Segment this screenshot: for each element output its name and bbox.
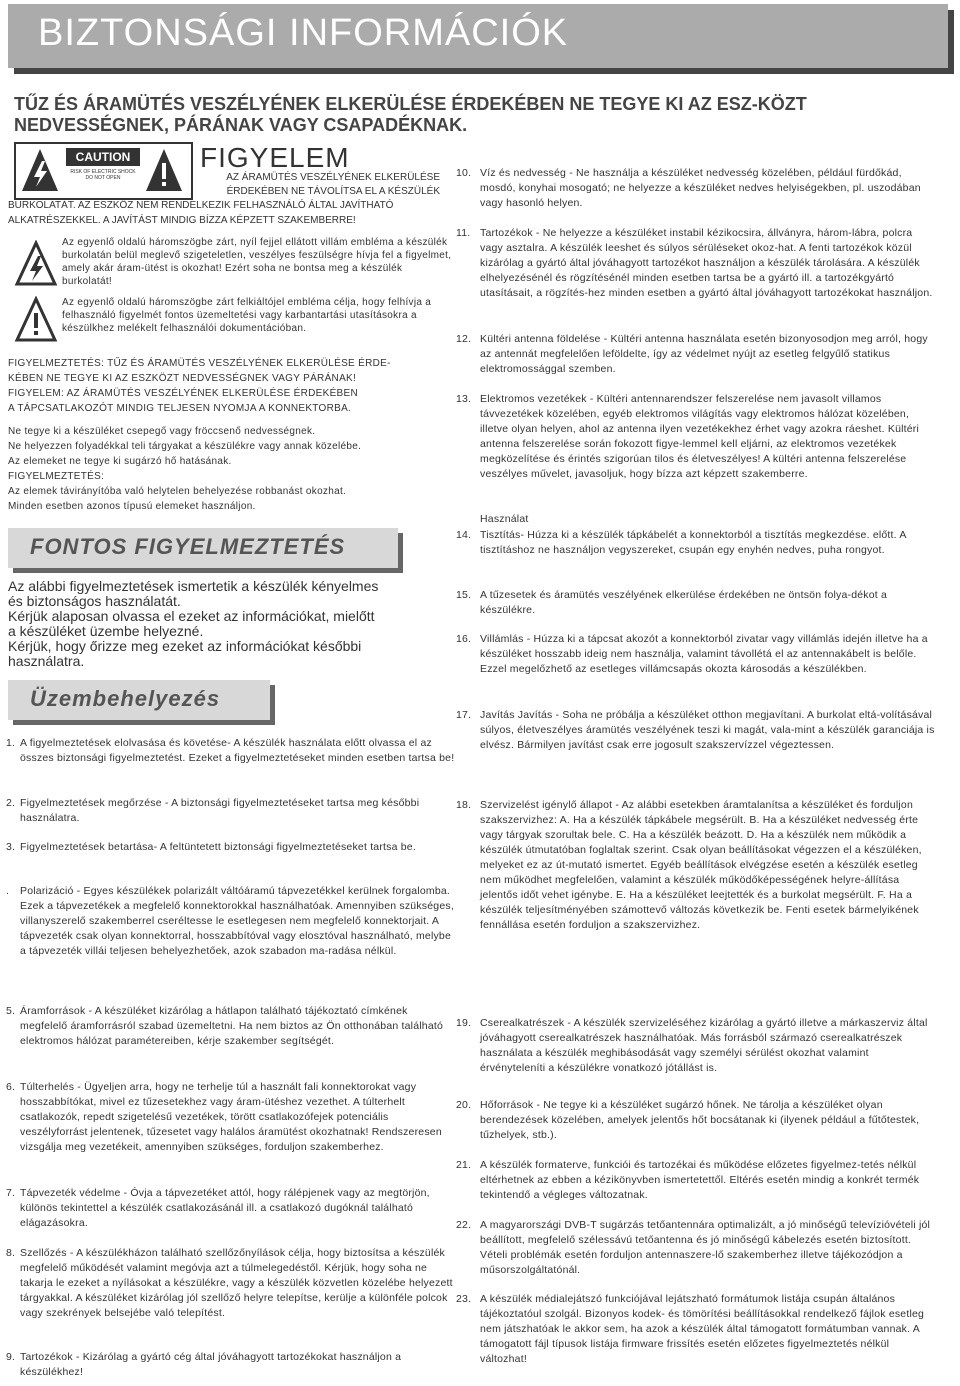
- setup-title: Üzembehelyezés: [30, 686, 221, 711]
- important-line: a készüléket üzembe helyezné.: [8, 623, 204, 639]
- note-line: Minden esetben azonos típusú elemeket használjon.: [8, 501, 256, 512]
- important-line: és biztonságos használatát.: [8, 593, 181, 609]
- title-banner: [8, 4, 948, 68]
- note-line: Ne helyezzen folyadékkal teli tárgyakat a készülékre vagy annak közelébe.: [8, 441, 362, 452]
- note-line: Ne tegye ki a készüléket csepegő vagy fröccsenő nedvességnek.: [8, 426, 316, 437]
- figyelem-body: BURKOLATÁT. AZ ESZKÖZ NEM RENDELKEZIK FELHASZNÁLÓ ÁLTAL JAVÍTHATÓ ALKATRÉSZEKKEL. A JAVÍTÁST MINDIG BÍZZA KÉPZETT SZAKEMBERRE!: [8, 200, 394, 226]
- caution-label: [14, 142, 193, 200]
- figyelem-subtitle: AZ ÁRAMÜTÉS VESZÉLYÉNEK ELKERÜLÉSE ÉRDEKÉBEN NE TÁVOLÍTSA EL A KÉSZÜLÉK: [226, 172, 440, 197]
- warning-line: FIGYELEM: AZ ÁRAMÜTÉS VESZÉLYÉNEK ELKERÜLÉSE ÉRDEKÉBEN: [8, 388, 359, 399]
- lightning-triangle-icon: [14, 240, 58, 288]
- exclamation-symbol-text: Az egyenlő oldalú háromszögbe zárt felkiáltójel embléma célja, hogy felhívja a felhasználó figyelmét fontos üzemeltetési vagy karbantartási utasításokra a készülkhez melékelt felhasználói dokumentációban.: [62, 297, 432, 334]
- lightning-symbol-text: Az egyenlő oldalú háromszögbe zárt, nyíl fejjel ellátott villám embléma a készülék burkolatán belül meglevő szigeteletlen, veszélyes feszülségre hívja fel a figyelmet, amely akár áram-ütést is okozhat! Ezért soha ne bontsa meg a készülék burkolatát!: [62, 237, 452, 287]
- important-text: [8, 579, 448, 669]
- important-line: használatra.: [8, 653, 85, 669]
- warning-line: FIGYELMEZTETÉS: TŰZ ÉS ÁRAMÜTÉS VESZÉLYÉNEK ELKERÜLÉSE ÉRDE-: [8, 358, 391, 369]
- important-line: Kérjük, hogy őrizze meg ezeket az információkat későbbi: [8, 638, 362, 654]
- note-line: Az elemek távirányítóba való helytelen behelyezése robbanást okozhat.: [8, 486, 347, 497]
- note-line: FIGYELMEZTETÉS:: [8, 471, 105, 482]
- caution-text: CAUTION RISK OF ELECTRIC SHOCK DO NOT OPEN: [66, 148, 140, 181]
- important-section-header: [8, 528, 398, 568]
- notes-block: [8, 424, 458, 514]
- important-line: Az alábbi figyelmeztetések ismertetik a készülék kényelmes: [8, 578, 379, 594]
- setup-section-header: [8, 680, 270, 720]
- warning-line: A TÁPCSATLAKOZÓT MINDIG TELJESEN NYOMJA A KONNEKTORBA.: [8, 403, 352, 414]
- exclamation-triangle-icon: [144, 147, 184, 193]
- important-title: FONTOS FIGYELMEZTETÉS: [30, 534, 346, 559]
- figyelem-title: FIGYELEM: [200, 142, 350, 173]
- important-line: Kérjük alaposan olvassa el ezeket az információkat, mielőtt: [8, 608, 375, 624]
- lightning-triangle-icon: [20, 147, 60, 193]
- page-title: BIZTONSÁGI INFORMÁCIÓK: [38, 12, 569, 54]
- note-line: Az elemeket ne tegye ki sugárzó hő hatásának.: [8, 456, 232, 467]
- headline: TŰZ ÉS ÁRAMÜTÉS VESZÉLYÉNEK ELKERÜLÉSE ÉRDEKÉBEN NE TEGYE KI AZ ESZ-KÖZT NEDVESSÉGNEK, PÁRÁNAK VAGY CSAPADÉKNAK.: [14, 94, 807, 135]
- exclamation-triangle-icon: [14, 296, 58, 344]
- warning-line: KÉBEN NE TEGYE KI AZ ESZKÖZT NEDVESSÉGNEK VAGY PÁRÁNAK!: [8, 373, 357, 384]
- warning-block: [8, 356, 458, 416]
